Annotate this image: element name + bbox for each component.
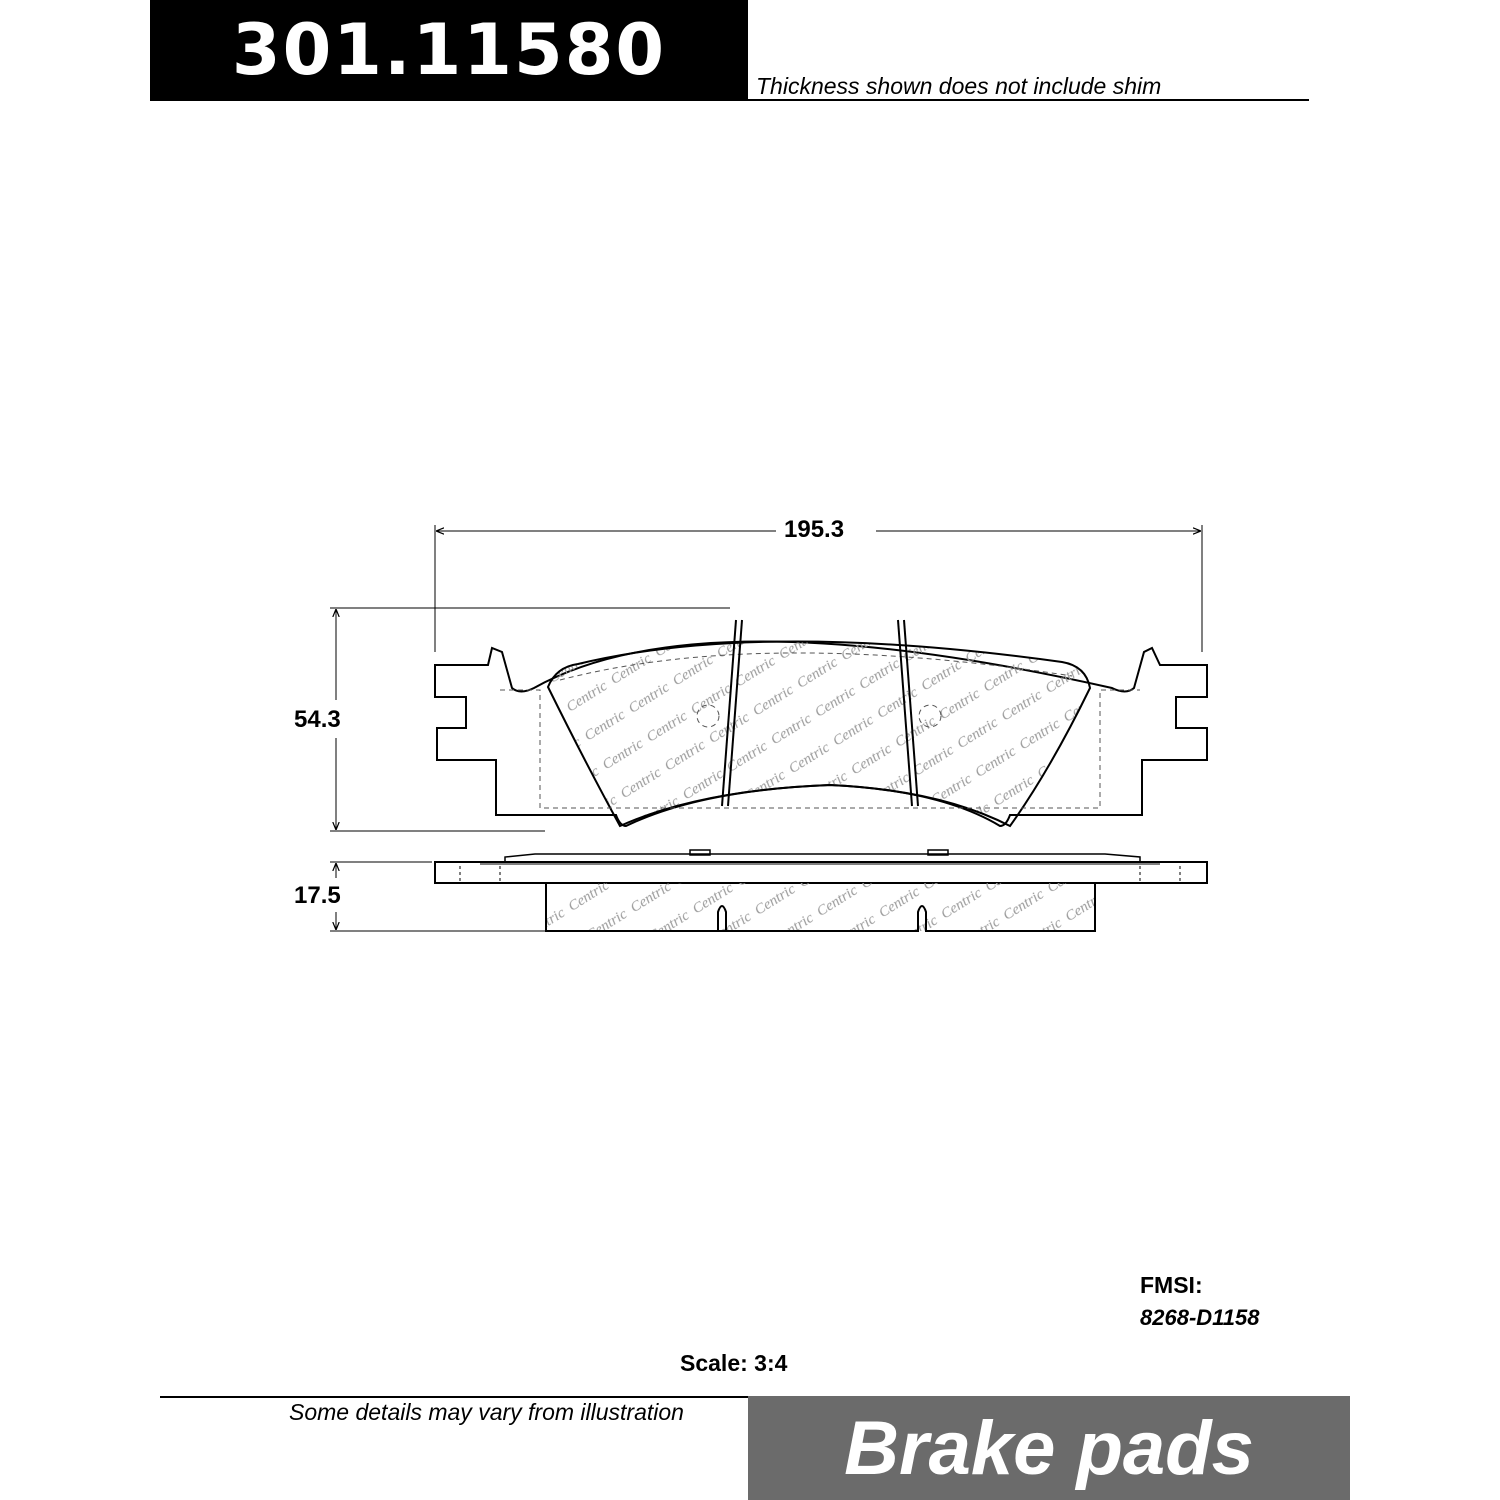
width-dimension — [435, 525, 1202, 652]
part-number: 301.11580 — [231, 9, 667, 91]
side-view — [435, 850, 1207, 931]
width-dimension-label: 195.3 — [784, 516, 845, 543]
disclaimer-note: Some details may vary from illustration — [289, 1399, 684, 1425]
thickness-dimension-label: 17.5 — [294, 882, 341, 909]
height-dimension-label: 54.3 — [294, 706, 341, 733]
fmsi-value: 8268-D1158 — [1140, 1305, 1260, 1330]
thickness-note: Thickness shown does not include shim — [756, 73, 1162, 99]
category-label: Brake pads — [844, 1406, 1254, 1491]
thickness-dimension — [330, 862, 545, 931]
friction-brand-pattern — [540, 610, 1100, 830]
category-box — [748, 1396, 1350, 1500]
footer-rule — [160, 1396, 748, 1398]
fmsi-label: FMSI: — [1140, 1272, 1203, 1298]
scale-label: Scale: 3:4 — [680, 1350, 788, 1376]
